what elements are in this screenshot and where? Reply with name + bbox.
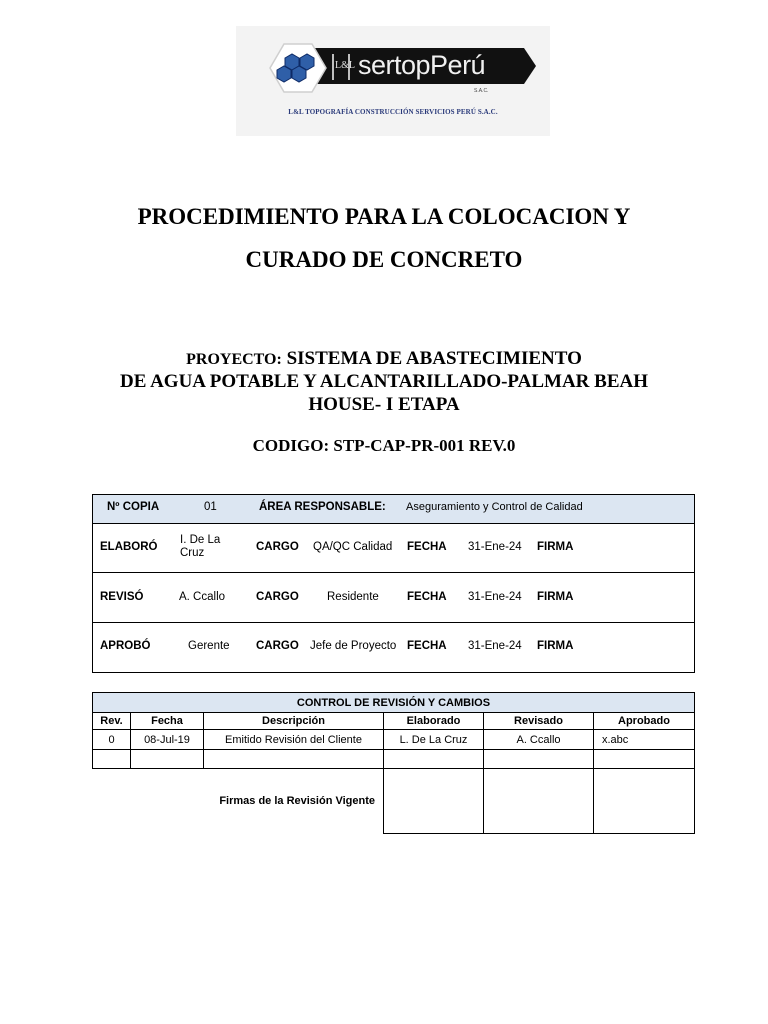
empty-cell	[93, 750, 131, 769]
role-label: REVISÓ	[100, 591, 144, 603]
cargo-value: Residente	[327, 591, 379, 603]
signature-box-revisado	[484, 769, 594, 834]
role-label: APROBÓ	[100, 640, 151, 652]
cell-revisado: A. Ccallo	[484, 730, 594, 750]
project-name-part-1: SISTEMA DE ABASTECIMIENTO	[286, 348, 582, 369]
column-header-aprobado: Aprobado	[594, 713, 695, 730]
cell-descripcion: Emitido Revisión del Cliente	[204, 730, 384, 750]
fecha-value: 31-Ene-24	[468, 640, 522, 652]
cell-fecha: 08-Jul-19	[131, 730, 204, 750]
column-header-elaborado: Elaborado	[384, 713, 484, 730]
column-header-fecha: Fecha	[131, 713, 204, 730]
approval-row-elaboro	[93, 523, 694, 573]
person-name-line-1: I. De La	[180, 534, 221, 546]
revision-title: CONTROL DE REVISIÓN Y CAMBIOS	[93, 693, 695, 713]
column-header-descripcion: Descripción	[204, 713, 384, 730]
signatures-row	[93, 769, 695, 834]
logo-prefix: L&L	[335, 60, 355, 71]
person-name-line-2: Cruz	[180, 547, 205, 559]
signature-box-aprobado	[594, 769, 695, 834]
company-logo	[236, 26, 550, 136]
person-name: A. Ccallo	[179, 591, 226, 603]
area-value: Aseguramiento y Control de Calidad	[406, 501, 583, 513]
firma-label: FIRMA	[537, 640, 574, 652]
approval-row-reviso	[93, 573, 694, 623]
empty-cell	[484, 750, 594, 769]
firma-label: FIRMA	[537, 591, 574, 603]
fecha-value: 31-Ene-24	[468, 591, 522, 603]
firma-label: FIRMA	[537, 541, 574, 553]
column-header-revisado: Revisado	[484, 713, 594, 730]
area-label: ÁREA RESPONSABLE:	[259, 501, 386, 513]
column-header-rev: Rev.	[93, 713, 131, 730]
cargo-value: Jefe de Proyecto	[310, 640, 397, 652]
approval-row-aprobo	[93, 623, 694, 672]
project-line-2: DE AGUA POTABLE Y ALCANTARILLADO-PALMAR BEAH	[119, 371, 648, 392]
logo-graphic	[236, 26, 550, 136]
cell-rev: 0	[93, 730, 131, 750]
copy-label: Nº COPIA	[107, 501, 160, 513]
document-title-line-2: CURADO DE CONCRETO	[245, 247, 523, 272]
fecha-label: FECHA	[407, 541, 447, 553]
logo-brand-name: sertopPerú	[358, 50, 486, 80]
empty-cell	[384, 750, 484, 769]
fecha-label: FECHA	[407, 640, 447, 652]
revision-control-table	[92, 692, 695, 834]
empty-cell	[594, 750, 695, 769]
approval-header-row	[93, 495, 694, 524]
document-title-line-1: PROCEDIMIENTO PARA LA COLOCACION Y	[137, 204, 631, 229]
cell-aprobado: x.abc	[594, 730, 695, 750]
logo-suffix: S.A.C.	[474, 88, 489, 94]
revision-title-row	[93, 693, 695, 713]
table-row	[93, 730, 695, 750]
cargo-value: QA/QC Calidad	[313, 541, 393, 553]
revision-column-header-row	[93, 713, 695, 730]
approval-table	[92, 494, 695, 673]
signatures-label: Firmas de la Revisión Vigente	[93, 769, 384, 834]
cargo-label: CARGO	[256, 541, 299, 553]
fecha-value: 31-Ene-24	[468, 541, 522, 553]
cargo-label: CARGO	[256, 591, 299, 603]
empty-cell	[204, 750, 384, 769]
document-code: CODIGO: STP-CAP-PR-001 REV.0	[252, 436, 516, 455]
empty-cell	[131, 750, 204, 769]
role-label: ELABORÓ	[100, 541, 158, 553]
project-line-1	[0, 348, 768, 370]
logo-caption: L&L TOPOGRAFÍA CONSTRUCCIÓN SERVICIOS PERÚ S.A.C.	[288, 108, 498, 116]
cell-elaborado: L. De La Cruz	[384, 730, 484, 750]
cargo-label: CARGO	[256, 640, 299, 652]
person-name	[180, 534, 220, 560]
copy-value: 01	[204, 501, 217, 513]
project-line-3: HOUSE- I ETAPA	[308, 394, 460, 415]
table-row-empty	[93, 750, 695, 769]
signature-box-elaborado	[384, 769, 484, 834]
person-name: Gerente	[188, 640, 230, 652]
fecha-label: FECHA	[407, 591, 447, 603]
project-label: PROYECTO:	[186, 351, 282, 368]
